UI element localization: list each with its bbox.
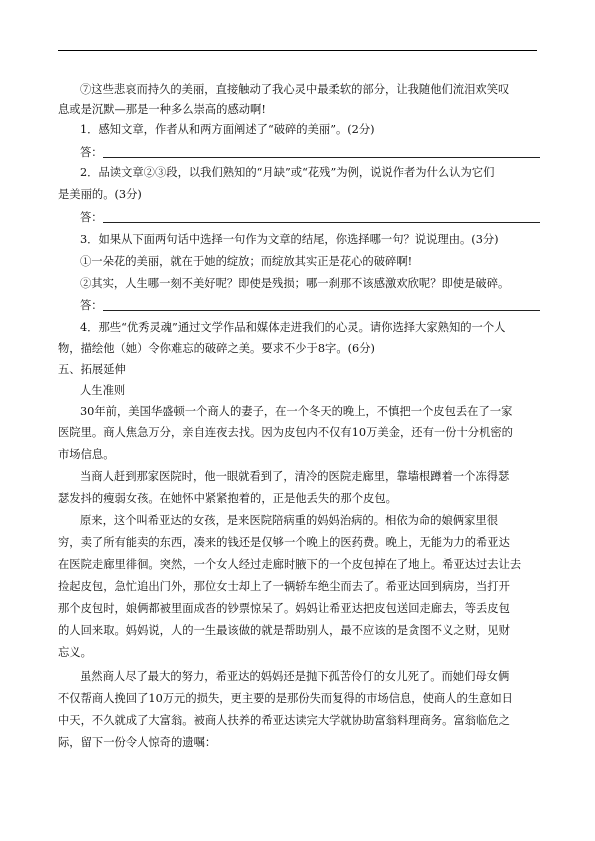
paragraph-line: 原来，这个叫希亚达的女孩，是来医院陪病重的妈妈治病的。相依为命的娘俩家里很 (80, 514, 498, 527)
option-1: ①一朵花的美丽，就在于她的绽放；而绽放其实正是花心的破碎啊! (80, 255, 413, 268)
header-rule (58, 50, 537, 51)
option-2: ②其实，人生哪一刻不美好呢？即使是残损；哪一刹那不该感激欢欣呢？即使是破碎。 (80, 277, 510, 290)
section-heading: 五、拓展延伸 (58, 363, 126, 376)
paragraph-line: 是美丽的。(3分) (58, 188, 142, 201)
paragraph-line: 医院里。商人焦急万分，亲自连夜去找。因为皮包内不仅有10万美金，还有一份十分机密的 (58, 426, 513, 439)
answer-label: 答： (80, 211, 103, 224)
paragraph-line: 当商人赶到那家医院时，他一眼就看到了，清冷的医院走廊里，靠墙根蹲着一个冻得瑟 (80, 470, 510, 483)
answer-label: 答： (80, 299, 103, 312)
paragraph-line: 30年前，美国华盛顿一个商人的妻子，在一个冬天的晚上，不慎把一个皮包丢在了一家 (80, 405, 513, 418)
paragraph-line: 穷，卖了所有能卖的东西，凑来的钱还是仅够一个晚上的医药费。晚上，无能为力的希亚达 (58, 536, 510, 549)
paragraph-line: 际，留下一份令人惊奇的遗嘱： (58, 736, 217, 749)
paragraph-line: 的人回来取。妈妈说，人的一生最该做的就是帮助别人，最不应该的是贪图不义之财，见财 (58, 624, 510, 637)
paragraph-line: 市场信息。 (58, 448, 115, 461)
answer-line[interactable] (103, 310, 540, 311)
answer-line[interactable] (103, 222, 540, 223)
question-2: 2．品读文章②③段，以我们熟知的“月缺”或“花残”为例，说说作者为什么认为它们 (80, 166, 495, 179)
paragraph-line: 息或是沉默—那是一种多么崇高的感动啊! (58, 103, 266, 116)
question-4: 4．那些“优秀灵魂”通过文学作品和媒体走进我们的心灵。请你选择大家熟知的一个人 (80, 321, 506, 334)
answer-line[interactable] (103, 157, 540, 158)
paragraph-line: ⑦这些悲哀而持久的美丽，直接触动了我心灵中最柔软的部分，让我随他们流泪欢笑叹 (80, 83, 510, 96)
paragraph-line: 不仅帮商人挽回了10万元的损失，更主要的是那份失而复得的市场信息，使商人的生意如日 (58, 692, 513, 705)
paragraph-line: 那个皮包时，娘俩都被里面成沓的钞票惊呆了。妈妈让希亚达把皮包送回走廊去，等丢皮包 (58, 602, 510, 615)
paragraph-line: 物，描绘他（她）令你难忘的破碎之美。要求不少于8字。(6分) (58, 342, 375, 355)
paragraph-line: 虽然商人尽了最大的努力，希亚达的妈妈还是抛下孤苦伶仃的女儿死了。而她们母女俩 (80, 670, 510, 683)
paragraph-line: 中天，不久就成了大富翁。被商人扶养的希亚达读完大学就协助富翁料理商务。富翁临危之 (58, 714, 510, 727)
question-3: 3．如果从下面两句话中选择一句作为文章的结尾，你选择哪一句？说说理由。(3分) (80, 233, 499, 246)
question-1: 1．感知文章，作者从和两方面阐述了“破碎的美丽”。(2分) (80, 123, 375, 136)
paragraph-line: 瑟发抖的瘦弱女孩。在她怀中紧紧抱着的，正是他丢失的那个皮包。 (58, 492, 397, 505)
answer-label: 答： (80, 146, 103, 159)
article-title: 人生准则 (80, 384, 126, 397)
paragraph-line: 在医院走廊里徘徊。突然，一个女人经过走廊时腋下的一个皮包掉在了地上。希亚达过去让去 (58, 558, 522, 571)
paragraph-line: 忘义。 (58, 646, 92, 659)
paragraph-line: 捡起皮包，急忙追出门外，那位女士却上了一辆轿车绝尘而去了。希亚达回到病房，当打开 (58, 580, 510, 593)
